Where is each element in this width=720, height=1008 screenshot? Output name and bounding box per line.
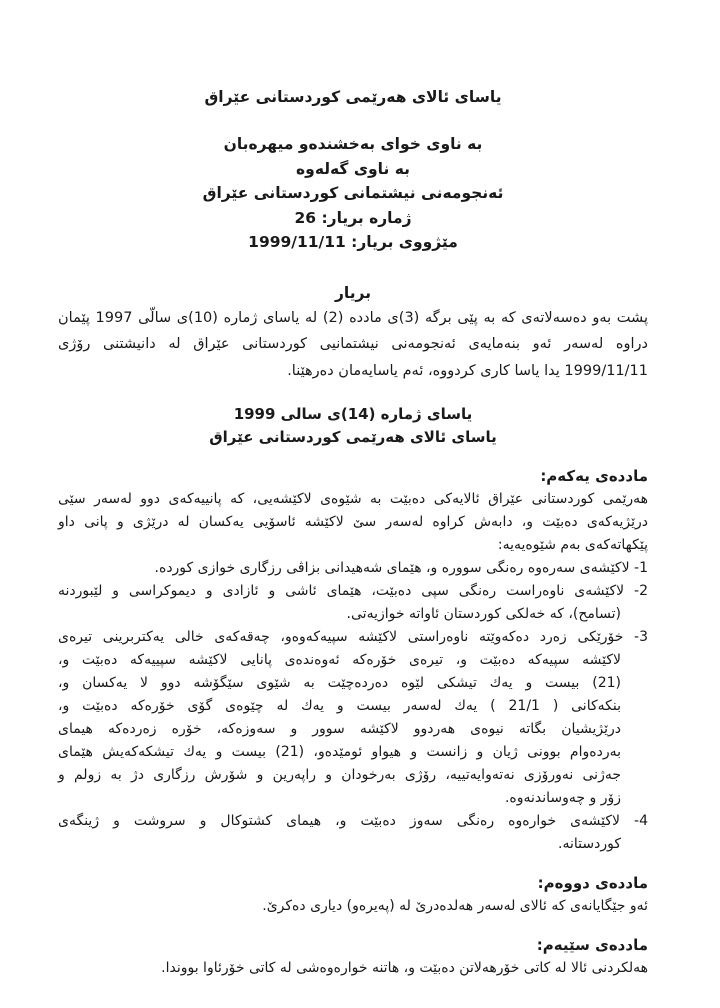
article-one-body-line: درێژيه‌كه‌ى ده‌بێت و، دابه‌ش كراوه له‌سه‌ر سێ لاكێشه ئاسۆيى يه‌كسان له درێژى و پانى داو <box>58 514 648 530</box>
article-one-heading: مادده‌ى يه‌كه‌م: <box>540 467 648 485</box>
flag-item-line: (تسامح)، كه خه‌لكى كوردستان ئاواته خوازيه‌تى. <box>346 606 621 622</box>
article-two-heading: مادده‌ى دووه‌م: <box>537 874 648 892</box>
decision-paragraph <box>58 305 648 385</box>
article-one-body-line: پێكهاته‌كه‌ى به‌م شێوه‌يه‌يه: <box>497 537 648 553</box>
in-name-of-people-line: به ناوى گه‌له‌وه <box>296 159 410 178</box>
document-header-block <box>58 132 648 255</box>
law-name-title: ياساى ئالاى هه‌رێمى كوردستانى عێراق <box>209 428 497 446</box>
decision-date-line: مێژووى بريار: 1999/11/11 <box>248 233 458 251</box>
flag-item-line: لاكێشه سپيه‌كه ده‌بێت و، تيره‌ى خۆره‌كه ئه‌وه‌نده‌ى پانايى لاكێشه سپييه‌كه ده‌بێت و، <box>58 652 621 668</box>
article-three-body-line: هه‌لكردنى ئالا له كاتى خۆرهه‌لاتن ده‌بێت و، هاتنه خواره‌وه‌شى له كاتى خۆرئاوا بووندا. <box>161 960 648 976</box>
law-number-title: ياساى ژماره (14)ى سالى 1999 <box>233 405 473 423</box>
article-two <box>58 872 648 918</box>
article-one-body-line: هه‌رێمى كوردستانى عێراق ئالايه‌كى ده‌بێت به شێوه‌ى لاكێشه‌يى، كه پانييه‌كه‌ى دوو له‌سه‌ر سێى <box>58 491 648 507</box>
flag-item-line: 1- لاكێشه‌ى سه‌ره‌وه ره‌نگى سووره و، هێماى شه‌هيدانى بزاڤى رزگارى خوازى كورده. <box>154 560 648 576</box>
article-three <box>58 934 648 980</box>
flag-item-line: (21) بيست و يه‌ك تيشكى لێوه ده‌رده‌چێت به شێوى سێگۆشه دوو لا يه‌كسان و، <box>58 675 621 691</box>
article-two-body-line: ئه‌و جێگايانه‌ى كه ئالاى له‌سه‌ر هه‌لده‌درێ له (په‌يره‌و) ديارى ده‌كرێ. <box>262 898 648 914</box>
flag-item-line: 3- خۆرێكى زه‌رد ده‌كه‌وێته ناوه‌راستى لاكێشه سپيه‌كه‌وه‌و، چه‌قه‌كه‌ى خالى يه‌كتربرينى تيره‌ى <box>58 629 648 645</box>
decision-paragraph-line: پشت به‌و ده‌سه‌لاته‌ى كه به پێى برگه (3)ى مادده (2) له ياساى ژماره (10)ى سالّى 1997 پێمان <box>58 309 649 326</box>
flag-item-line: بنكه‌كانى ( 21/1 ) يه‌ك له‌سه‌ر بيست و يه‌ك له چێوه‌ى گۆى خۆره‌كه ده‌بێت و، <box>58 698 621 714</box>
decision-number-line: ژماره بريار: 26 <box>294 208 412 227</box>
flag-item-line: درێژيشيان بگاته نيوه‌ى هه‌ردوو لاكێشه سوور و سه‌وزه‌كه، خۆره زه‌رده‌كه هيماى <box>58 721 621 737</box>
decision-heading: بريار <box>334 283 372 302</box>
flag-item-line: 2- لاكێشه‌ى ناوه‌راست ره‌نگى سپى ده‌بێت، هێماى ئاشى و ئازادى و ديموكراسى و لێبوردنه <box>58 583 648 599</box>
flag-item-line: جه‌ژنى نه‌ورۆزى نه‌ته‌وايه‌تييه، رۆژى به‌رخودان و راپه‌رين و شۆرش رزگارى دژ به زولم و <box>58 767 621 783</box>
flag-item-1 <box>58 557 648 580</box>
assembly-name-line: ئه‌نجومه‌نى نيشتمانى كوردستانى عێراق <box>202 184 504 202</box>
flag-item-line: كوردستانه. <box>558 836 621 852</box>
article-one <box>58 465 648 856</box>
flag-item-3 <box>58 626 648 810</box>
flag-item-4 <box>58 810 648 856</box>
flag-item-line: به‌رده‌وام بوونى ژيان و زانست و هيواو ئومێده‌و، (21) بيست و يه‌ك تيشكه‌كه‌يش هێماى <box>58 744 621 760</box>
law-title-block <box>58 403 648 449</box>
document-title: ياساى ئالاى هه‌رێمى كوردستانى عێراق <box>204 88 502 106</box>
flag-item-line: زۆر و چه‌وساندنه‌وه. <box>504 790 621 806</box>
article-three-heading: مادده‌ى سێيه‌م: <box>536 936 648 954</box>
flag-item-2 <box>58 580 648 626</box>
decision-paragraph-line: دراوه له‌سه‌ر ئه‌و بنه‌مايه‌ى ئه‌نجومه‌نى نيشتمانيى كوردستانى عێراق له دانيشتنى رۆژى <box>58 336 648 352</box>
basmala-line: به ناوى خواى به‌خشنده‌و ميهره‌بان <box>223 135 483 153</box>
flag-item-line: 4- لاكێشه‌ى خواره‌وه ره‌نگى سه‌وز ده‌بێت و، هيماى كشتوكال و سروشت و ژينگه‌ى <box>58 813 648 829</box>
decision-paragraph-line: 1999/11/11 يدا ياسا كارى كردووه، ئه‌م ياسايه‌مان ده‌رهێنا. <box>287 362 648 379</box>
